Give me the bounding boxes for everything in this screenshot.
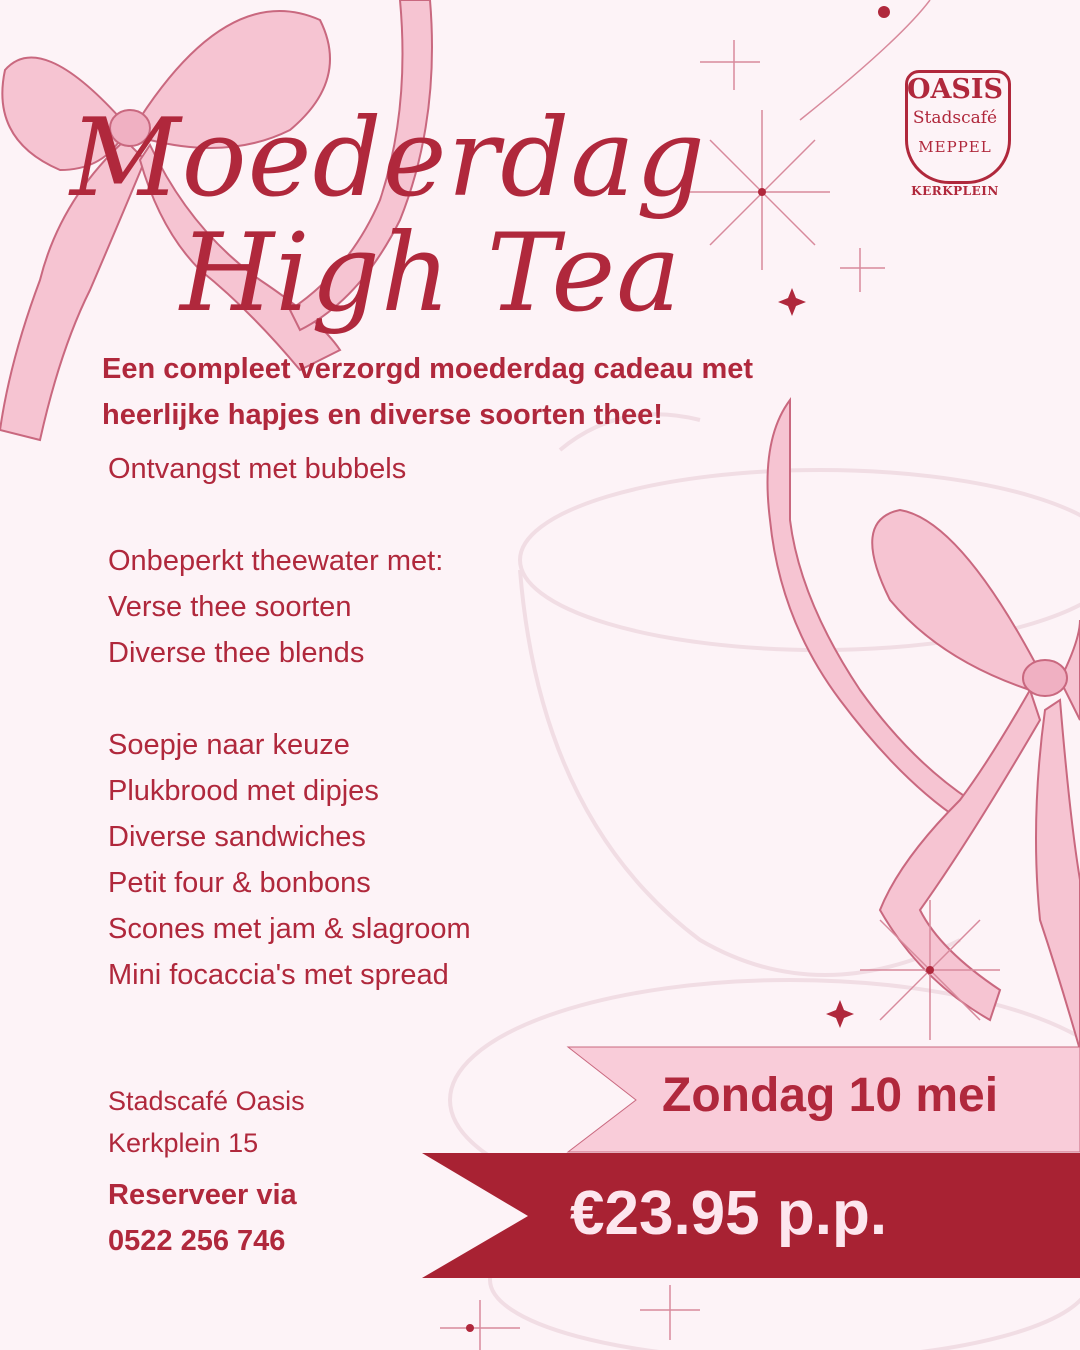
venue-street: Kerkplein 15 [108,1128,259,1158]
menu-list [108,446,628,998]
venue-name: Stadscafé Oasis [108,1086,305,1116]
menu-item-tea: Diverse thee blends [108,637,365,669]
venue-address [108,1080,305,1164]
oasis-logo [897,62,1019,202]
reservation-info [108,1172,297,1264]
intro-text [102,346,902,438]
logo-name: OASIS [906,74,1004,105]
logo-city: MEPPEL [918,138,992,156]
title-line-1: Moederdag [70,96,706,221]
menu-item-food: Petit four & bonbons [108,867,371,899]
intro-line-1: Een compleet verzorgd moederdag cadeau met [102,353,754,385]
logo-subtitle: Stadscafé [912,108,998,128]
menu-item-welcome: Ontvangst met bubbels [108,453,407,485]
event-price: €23.95 p.p. [570,1179,888,1248]
logo-location: KERKPLEIN [911,184,999,198]
reserve-phone[interactable]: 0522 256 746 [108,1225,286,1257]
menu-item-food: Mini focaccia's met spread [108,959,449,991]
title-line-2: High Tea [180,211,682,336]
menu-item-tea: Verse thee soorten [108,591,352,623]
menu-item-food: Diverse sandwiches [108,821,366,853]
menu-item-tea-header: Onbeperkt theewater met: [108,545,444,577]
menu-item-food: Soepje naar keuze [108,729,350,761]
menu-item-food: Scones met jam & slagroom [108,913,471,945]
intro-line-2: heerlijke hapjes en diverse soorten thee! [102,399,663,431]
menu-item-food: Plukbrood met dipjes [108,775,379,807]
event-date: Zondag 10 mei [662,1069,999,1122]
reserve-label: Reserveer via [108,1179,297,1211]
